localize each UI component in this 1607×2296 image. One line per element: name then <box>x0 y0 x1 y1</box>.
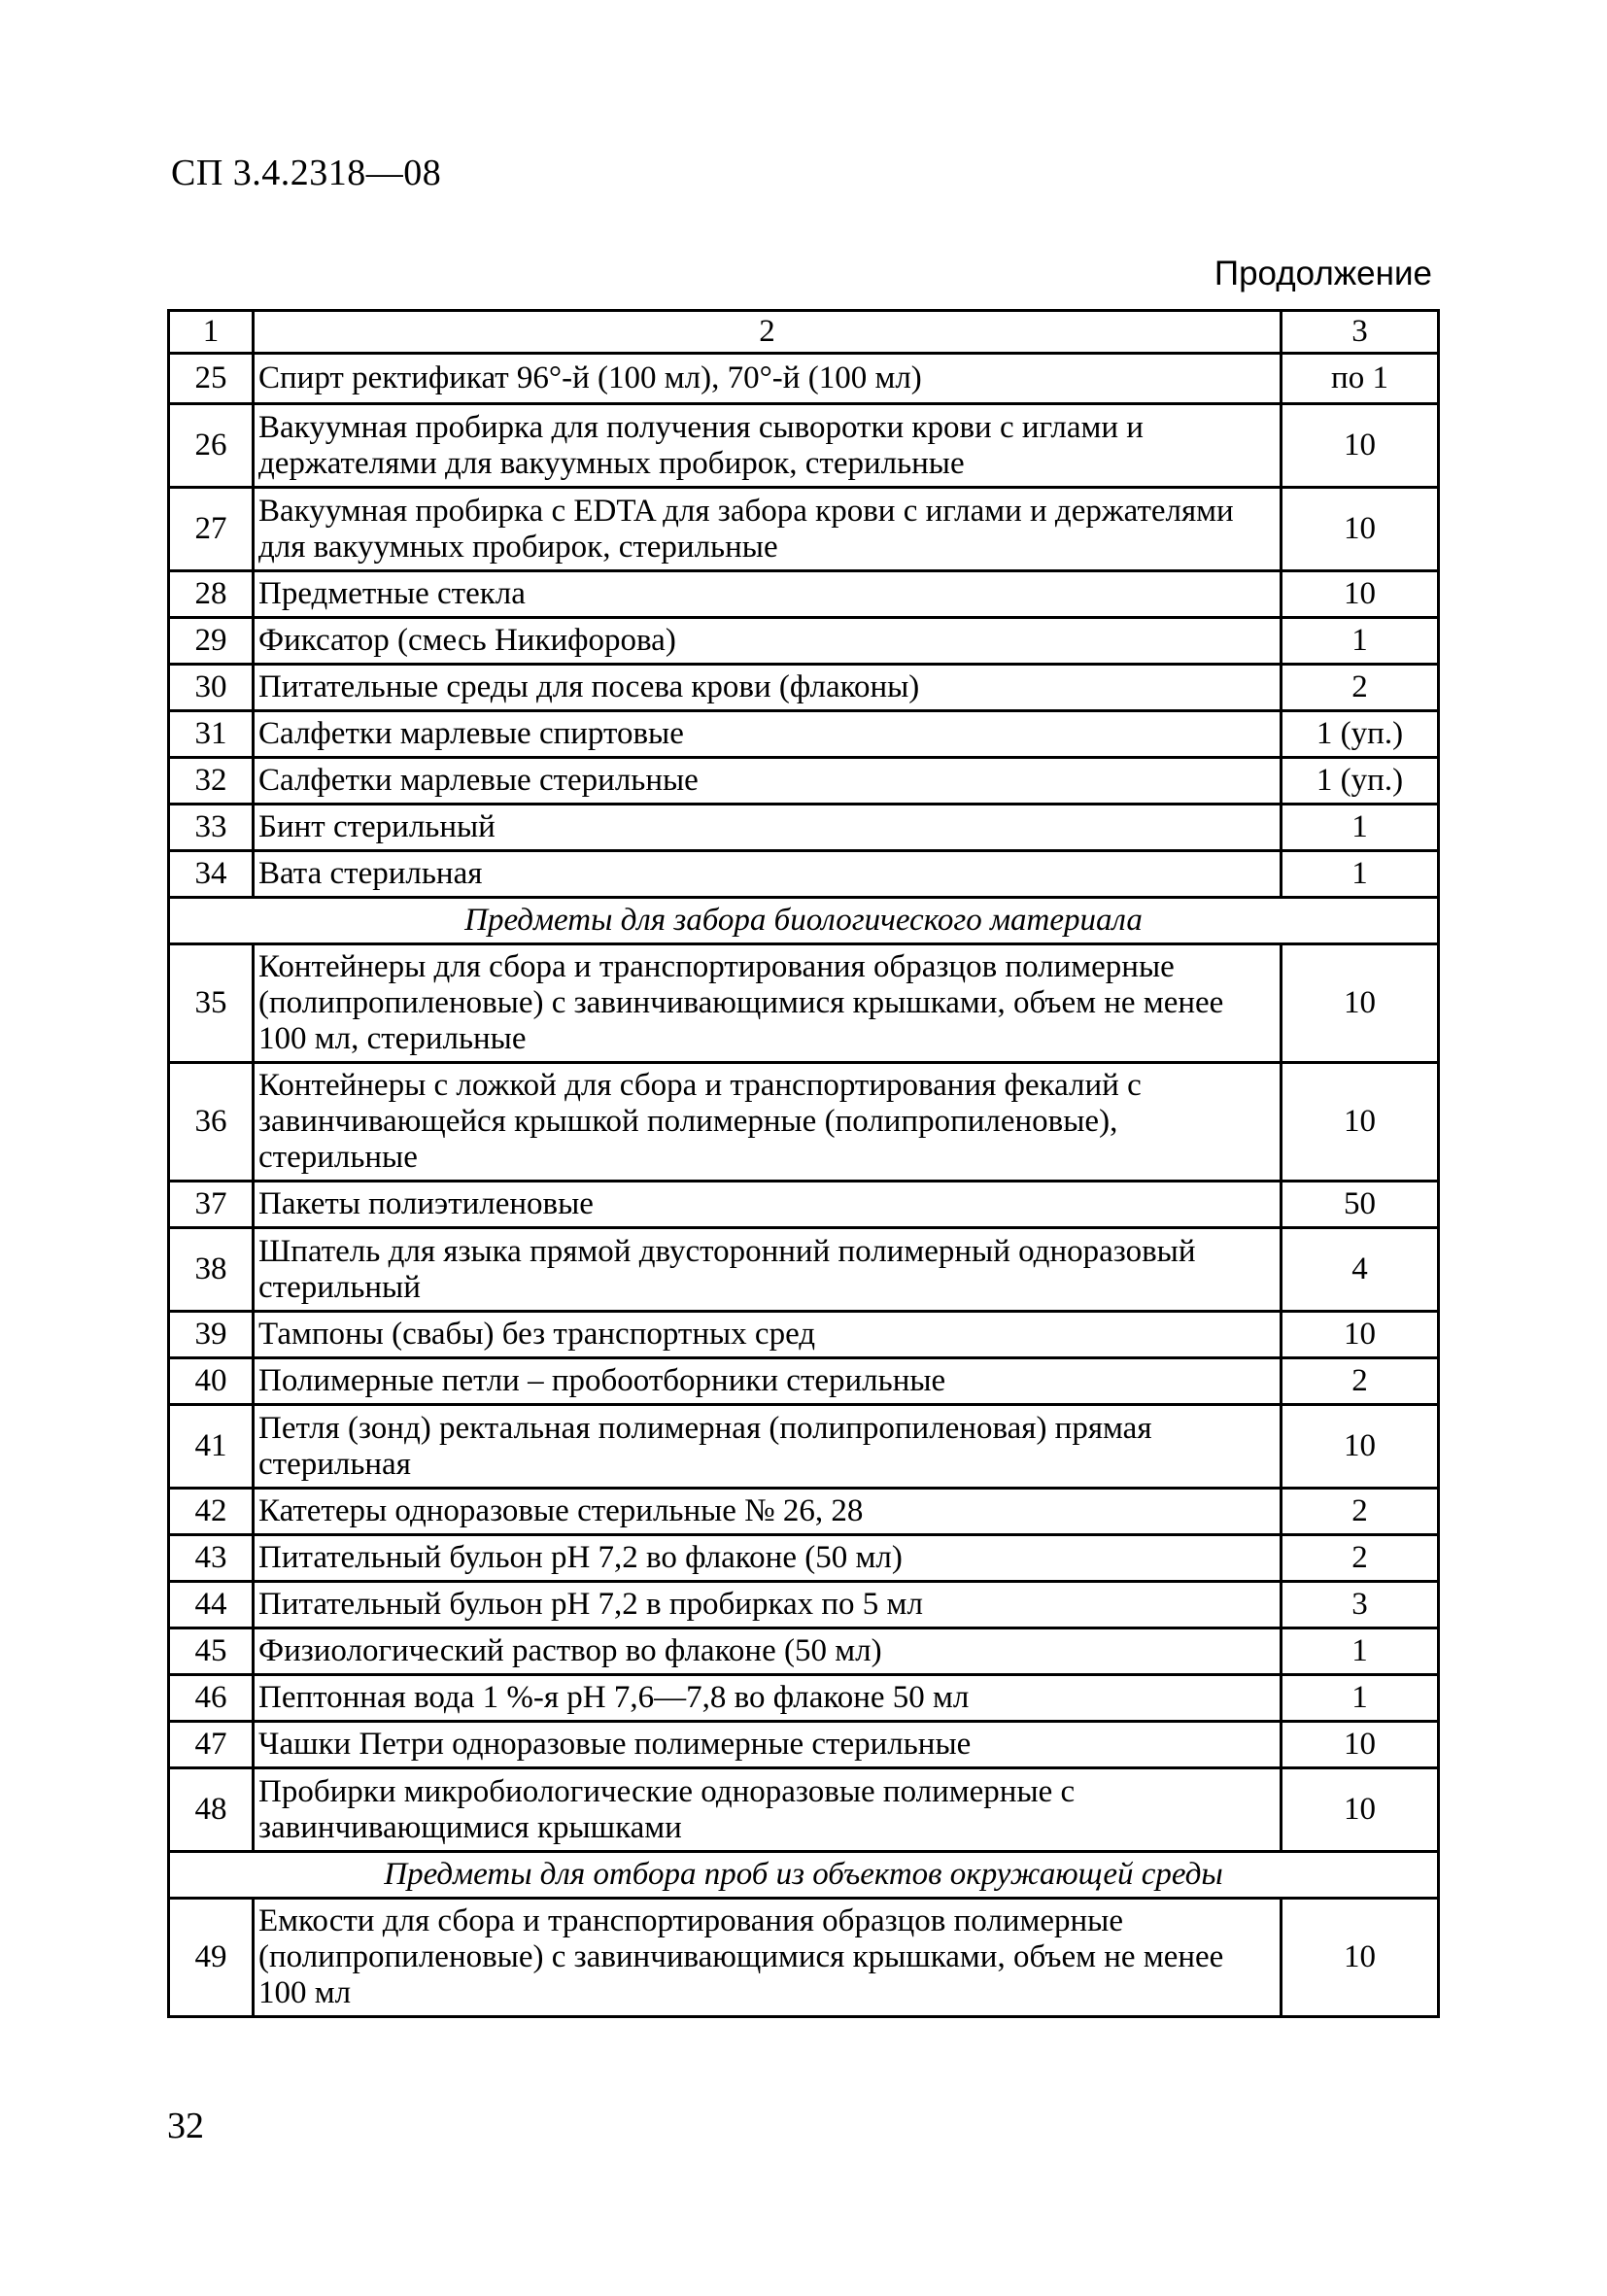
table-row <box>169 711 1439 758</box>
table-row <box>169 1405 1439 1489</box>
item-quantity: 2 <box>1282 1489 1439 1535</box>
item-name: Питательные среды для посева крови (флаконы) <box>254 665 1282 711</box>
row-number: 41 <box>169 1405 254 1489</box>
item-quantity: 10 <box>1282 1312 1439 1358</box>
table-row <box>169 1312 1439 1358</box>
item-quantity: 50 <box>1282 1182 1439 1228</box>
table-row <box>169 404 1439 488</box>
item-quantity: 10 <box>1282 571 1439 618</box>
table-row <box>169 488 1439 571</box>
item-name: Чашки Петри одноразовые полимерные стерильные <box>254 1722 1282 1768</box>
item-name: Вакуумная пробирка с EDTA для забора крови с иглами и держателями для вакуумных пробирок, стерильные <box>254 488 1282 571</box>
item-name: Пептонная вода 1 %-я pH 7,6—7,8 во флаконе 50 мл <box>254 1675 1282 1722</box>
table-row <box>169 1722 1439 1768</box>
row-number: 33 <box>169 805 254 851</box>
row-number: 34 <box>169 851 254 898</box>
row-number: 27 <box>169 488 254 571</box>
row-number: 37 <box>169 1182 254 1228</box>
page-number: 32 <box>167 2106 204 2146</box>
row-number: 32 <box>169 758 254 805</box>
table-row <box>169 1358 1439 1405</box>
item-name: Салфетки марлевые стерильные <box>254 758 1282 805</box>
item-name: Питательный бульон pH 7,2 в пробирках по 5 мл <box>254 1582 1282 1628</box>
item-name: Вакуумная пробирка для получения сыворотки крови с иглами и держателями для вакуумных пробирок, стерильные <box>254 404 1282 488</box>
table-row <box>169 851 1439 898</box>
row-number: 38 <box>169 1228 254 1312</box>
column-header-number: 1 <box>169 311 254 354</box>
item-name: Емкости для сбора и транспортирования образцов полимерные (полипропиленовые) с завинчивающимися крышками, объем не менее 100 мл <box>254 1899 1282 2017</box>
column-header-name: 2 <box>254 311 1282 354</box>
item-name: Вата стерильная <box>254 851 1282 898</box>
item-name: Петля (зонд) ректальная полимерная (полипропиленовая) прямая стерильная <box>254 1405 1282 1489</box>
item-quantity: 10 <box>1282 1899 1439 2017</box>
item-quantity: 10 <box>1282 1405 1439 1489</box>
table-row <box>169 354 1439 404</box>
column-header-quantity: 3 <box>1282 311 1439 354</box>
item-quantity: 1 <box>1282 618 1439 665</box>
row-number: 35 <box>169 944 254 1063</box>
row-number: 44 <box>169 1582 254 1628</box>
row-number: 25 <box>169 354 254 404</box>
item-name: Физиологический раствор во флаконе (50 мл) <box>254 1628 1282 1675</box>
table-row <box>169 1489 1439 1535</box>
item-quantity: 10 <box>1282 1063 1439 1182</box>
item-quantity: 1 (уп.) <box>1282 758 1439 805</box>
row-number: 42 <box>169 1489 254 1535</box>
item-name: Пакеты полиэтиленовые <box>254 1182 1282 1228</box>
item-name: Контейнеры с ложкой для сбора и транспортирования фекалий с завинчивающейся крышкой полимерные (полипропиленовые), стерильные <box>254 1063 1282 1182</box>
item-name: Салфетки марлевые спиртовые <box>254 711 1282 758</box>
item-name: Предметные стекла <box>254 571 1282 618</box>
table-row <box>169 1228 1439 1312</box>
table-row <box>169 1182 1439 1228</box>
row-number: 28 <box>169 571 254 618</box>
table-row <box>169 1535 1439 1582</box>
row-number: 29 <box>169 618 254 665</box>
row-number: 46 <box>169 1675 254 1722</box>
row-number: 39 <box>169 1312 254 1358</box>
row-number: 45 <box>169 1628 254 1675</box>
supplies-table <box>167 309 1440 2018</box>
table-row <box>169 1675 1439 1722</box>
table-row <box>169 1628 1439 1675</box>
section-title-biological: Предметы для забора биологического материала <box>169 898 1439 944</box>
item-name: Тампоны (свабы) без транспортных сред <box>254 1312 1282 1358</box>
item-quantity: 1 <box>1282 1628 1439 1675</box>
row-number: 40 <box>169 1358 254 1405</box>
item-name: Контейнеры для сбора и транспортирования образцов полимерные (полипропиленовые) с завинчивающимися крышками, объем не менее 100 мл, стерильные <box>254 944 1282 1063</box>
item-name: Шпатель для языка прямой двусторонний полимерный одноразовый стерильный <box>254 1228 1282 1312</box>
continuation-label: Продолжение <box>1214 255 1432 292</box>
item-quantity: 2 <box>1282 1358 1439 1405</box>
document-code: СП 3.4.2318—08 <box>171 153 442 193</box>
row-number: 36 <box>169 1063 254 1182</box>
table-row <box>169 944 1439 1063</box>
table-row <box>169 665 1439 711</box>
item-quantity: по 1 <box>1282 354 1439 404</box>
table-row <box>169 1582 1439 1628</box>
section-title-environment: Предметы для отбора проб из объектов окружающей среды <box>169 1852 1439 1899</box>
table-header-row <box>169 311 1439 354</box>
item-quantity: 10 <box>1282 944 1439 1063</box>
row-number: 47 <box>169 1722 254 1768</box>
section-row <box>169 898 1439 944</box>
item-name: Спирт ректификат 96°-й (100 мл), 70°-й (100 мл) <box>254 354 1282 404</box>
item-name: Бинт стерильный <box>254 805 1282 851</box>
table-row <box>169 571 1439 618</box>
item-quantity: 2 <box>1282 1535 1439 1582</box>
item-quantity: 2 <box>1282 665 1439 711</box>
item-quantity: 3 <box>1282 1582 1439 1628</box>
row-number: 30 <box>169 665 254 711</box>
item-name: Катетеры одноразовые стерильные № 26, 28 <box>254 1489 1282 1535</box>
table-row <box>169 758 1439 805</box>
item-quantity: 10 <box>1282 404 1439 488</box>
row-number: 26 <box>169 404 254 488</box>
table-row <box>169 805 1439 851</box>
item-quantity: 4 <box>1282 1228 1439 1312</box>
row-number: 31 <box>169 711 254 758</box>
item-quantity: 10 <box>1282 1722 1439 1768</box>
table-row <box>169 1768 1439 1852</box>
item-name: Фиксатор (смесь Никифорова) <box>254 618 1282 665</box>
table-row <box>169 618 1439 665</box>
item-quantity: 10 <box>1282 1768 1439 1852</box>
item-name: Пробирки микробиологические одноразовые полимерные с завинчивающимися крышками <box>254 1768 1282 1852</box>
item-quantity: 1 <box>1282 1675 1439 1722</box>
item-quantity: 1 <box>1282 851 1439 898</box>
row-number: 49 <box>169 1899 254 2017</box>
table-row <box>169 1899 1439 2017</box>
item-name: Питательный бульон pH 7,2 во флаконе (50 мл) <box>254 1535 1282 1582</box>
table-row <box>169 1063 1439 1182</box>
item-name: Полимерные петли – пробоотборники стерильные <box>254 1358 1282 1405</box>
item-quantity: 1 (уп.) <box>1282 711 1439 758</box>
section-row <box>169 1852 1439 1899</box>
row-number: 48 <box>169 1768 254 1852</box>
item-quantity: 10 <box>1282 488 1439 571</box>
row-number: 43 <box>169 1535 254 1582</box>
item-quantity: 1 <box>1282 805 1439 851</box>
